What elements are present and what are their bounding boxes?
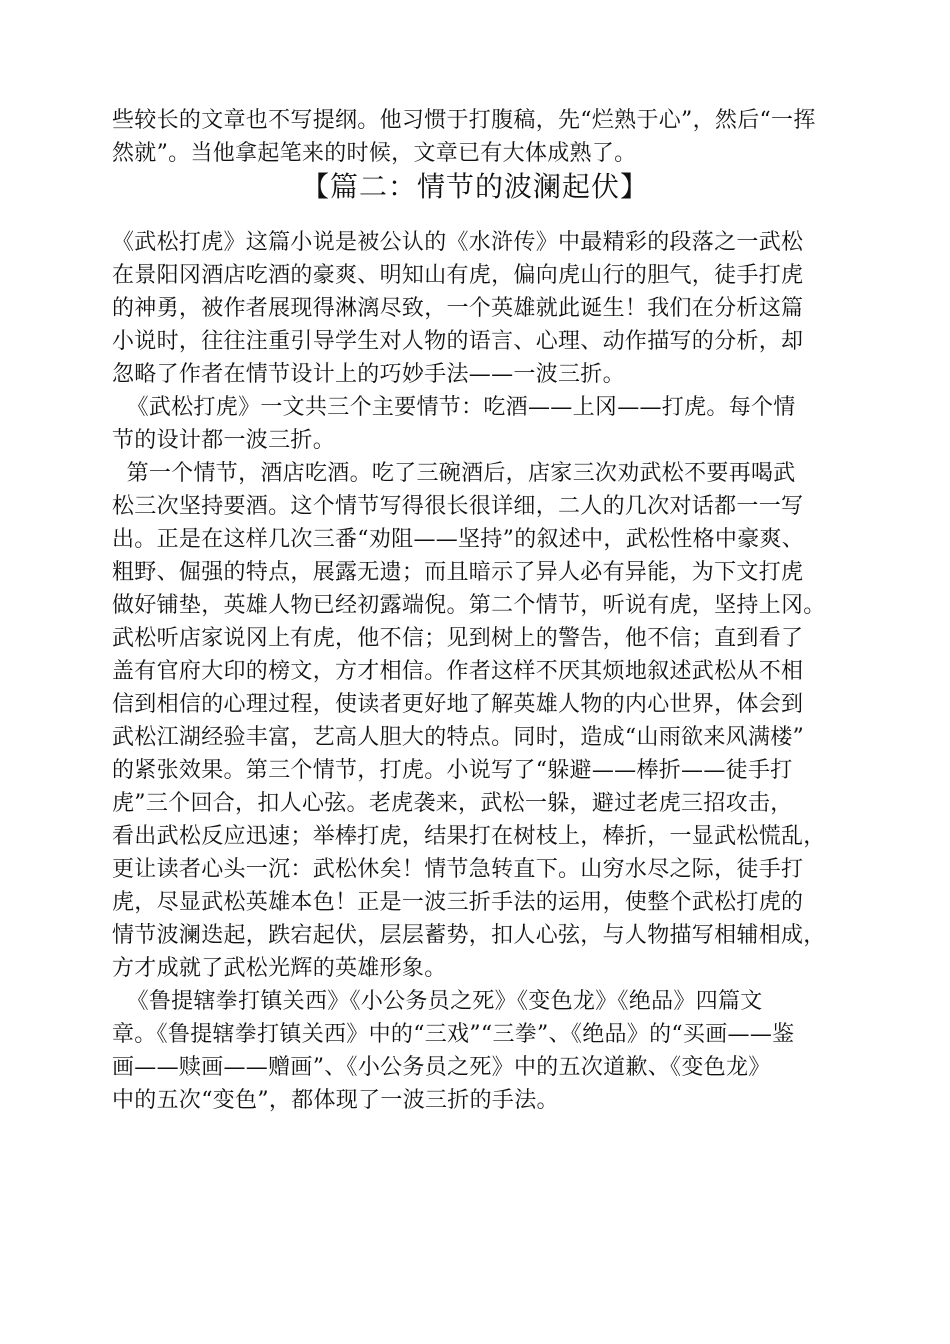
paragraph-line: 小说时，往往注重引导学生对人物的语言、心理、动作描写的分析，却 (112, 329, 804, 354)
paragraph-line: 在景阳冈酒店吃酒的豪爽、明知山有虎，偏向虎山行的胆气，徒手打虎 (112, 263, 804, 288)
paragraph-line: 信到相信的心理过程，使读者更好地了解英雄人物的内心世界，体会到 (112, 692, 804, 717)
paragraph-line: 的紧张效果。第三个情节，打虎。小说写了“躲避——棒折——徒手打 (112, 758, 793, 783)
paragraph-line: 中的五次“变色”，都体现了一波三折的手法。 (112, 1088, 559, 1113)
section-title: 【篇二：情节的波澜起伏】 (300, 170, 649, 203)
paragraph-line: 粗野、倔强的特点，展露无遗；而且暗示了异人必有异能，为下文打虎 (112, 560, 804, 585)
paragraph-line: 虎”三个回合，扣人心弦。老虎袭来，武松一躲，避过老虎三招攻击， (112, 791, 793, 816)
paragraph-line: 做好铺垫，英雄人物已经初露端倪。第二个情节，听说有虎，坚持上冈。 (112, 593, 826, 618)
paragraph-line: 第一个情节，酒店吃酒。吃了三碗酒后，店家三次劝武松不要再喝武 (112, 461, 796, 486)
paragraph-line: 方才成就了武松光辉的英雄形象。 (112, 956, 447, 981)
intro-line: 然就”。当他拿起笔来的时候，文章已有大体成熟了。 (112, 141, 637, 166)
paragraph-line: 更让读者心头一沉：武松休矣！情节急转直下。山穷水尽之际，徒手打 (112, 857, 804, 882)
paragraph-line: 松三次坚持要酒。这个情节写得很长很详细，二人的几次对话都一一写 (112, 494, 804, 519)
paragraph-line: 武松江湖经验丰富，艺高人胆大的特点。同时，造成“山雨欲来风满楼” (112, 725, 805, 750)
paragraph-line: 《武松打虎》一文共三个主要情节：吃酒——上冈——打虎。每个情 (112, 395, 796, 420)
paragraph-line: 看出武松反应迅速；举棒打虎，结果打在树枝上，棒折，一显武松慌乱， (112, 824, 826, 849)
paragraph-line: 画——赎画——赠画”、《小公务员之死》中的五次道歉、《变色龙》 (112, 1055, 771, 1080)
paragraph-line: 忽略了作者在情节设计上的巧妙手法——一波三折。 (112, 362, 625, 387)
paragraph-line: 出。正是在这样几次三番“劝阻——坚持”的叙述中，武松性格中豪爽、 (112, 527, 805, 552)
paragraph-line: 盖有官府大印的榜文，方才相信。作者这样不厌其烦地叙述武松从不相 (112, 659, 804, 684)
paragraph-line: 章。《鲁提辖拳打镇关西》中的“三戏”“三拳”、《绝品》的“买画——鉴 (112, 1022, 795, 1047)
paragraph-line: 虎，尽显武松英雄本色！正是一波三折手法的运用，使整个武松打虎的 (112, 890, 804, 915)
paragraph-line: 节的设计都一波三折。 (112, 428, 336, 453)
paragraph-line: 武松听店家说冈上有虎，他不信；见到树上的警告，他不信；直到看了 (112, 626, 804, 651)
paragraph-line: 的神勇，被作者展现得淋漓尽致，一个英雄就此诞生！我们在分析这篇 (112, 296, 804, 321)
paragraph-line: 情节波澜迭起，跌宕起伏，层层蓄势，扣人心弦，与人物描写相辅相成， (112, 923, 826, 948)
intro-line: 些较长的文章也不写提纲。他习惯于打腹稿，先“烂熟于心”，然后“一挥 (112, 108, 816, 133)
paragraph-line: 《武松打虎》这篇小说是被公认的《水浒传》中最精彩的段落之一武松 (112, 230, 804, 255)
paragraph-line: 《鲁提辖拳打镇关西》《小公务员之死》《变色龙》《绝品》四篇文 (112, 989, 763, 1014)
